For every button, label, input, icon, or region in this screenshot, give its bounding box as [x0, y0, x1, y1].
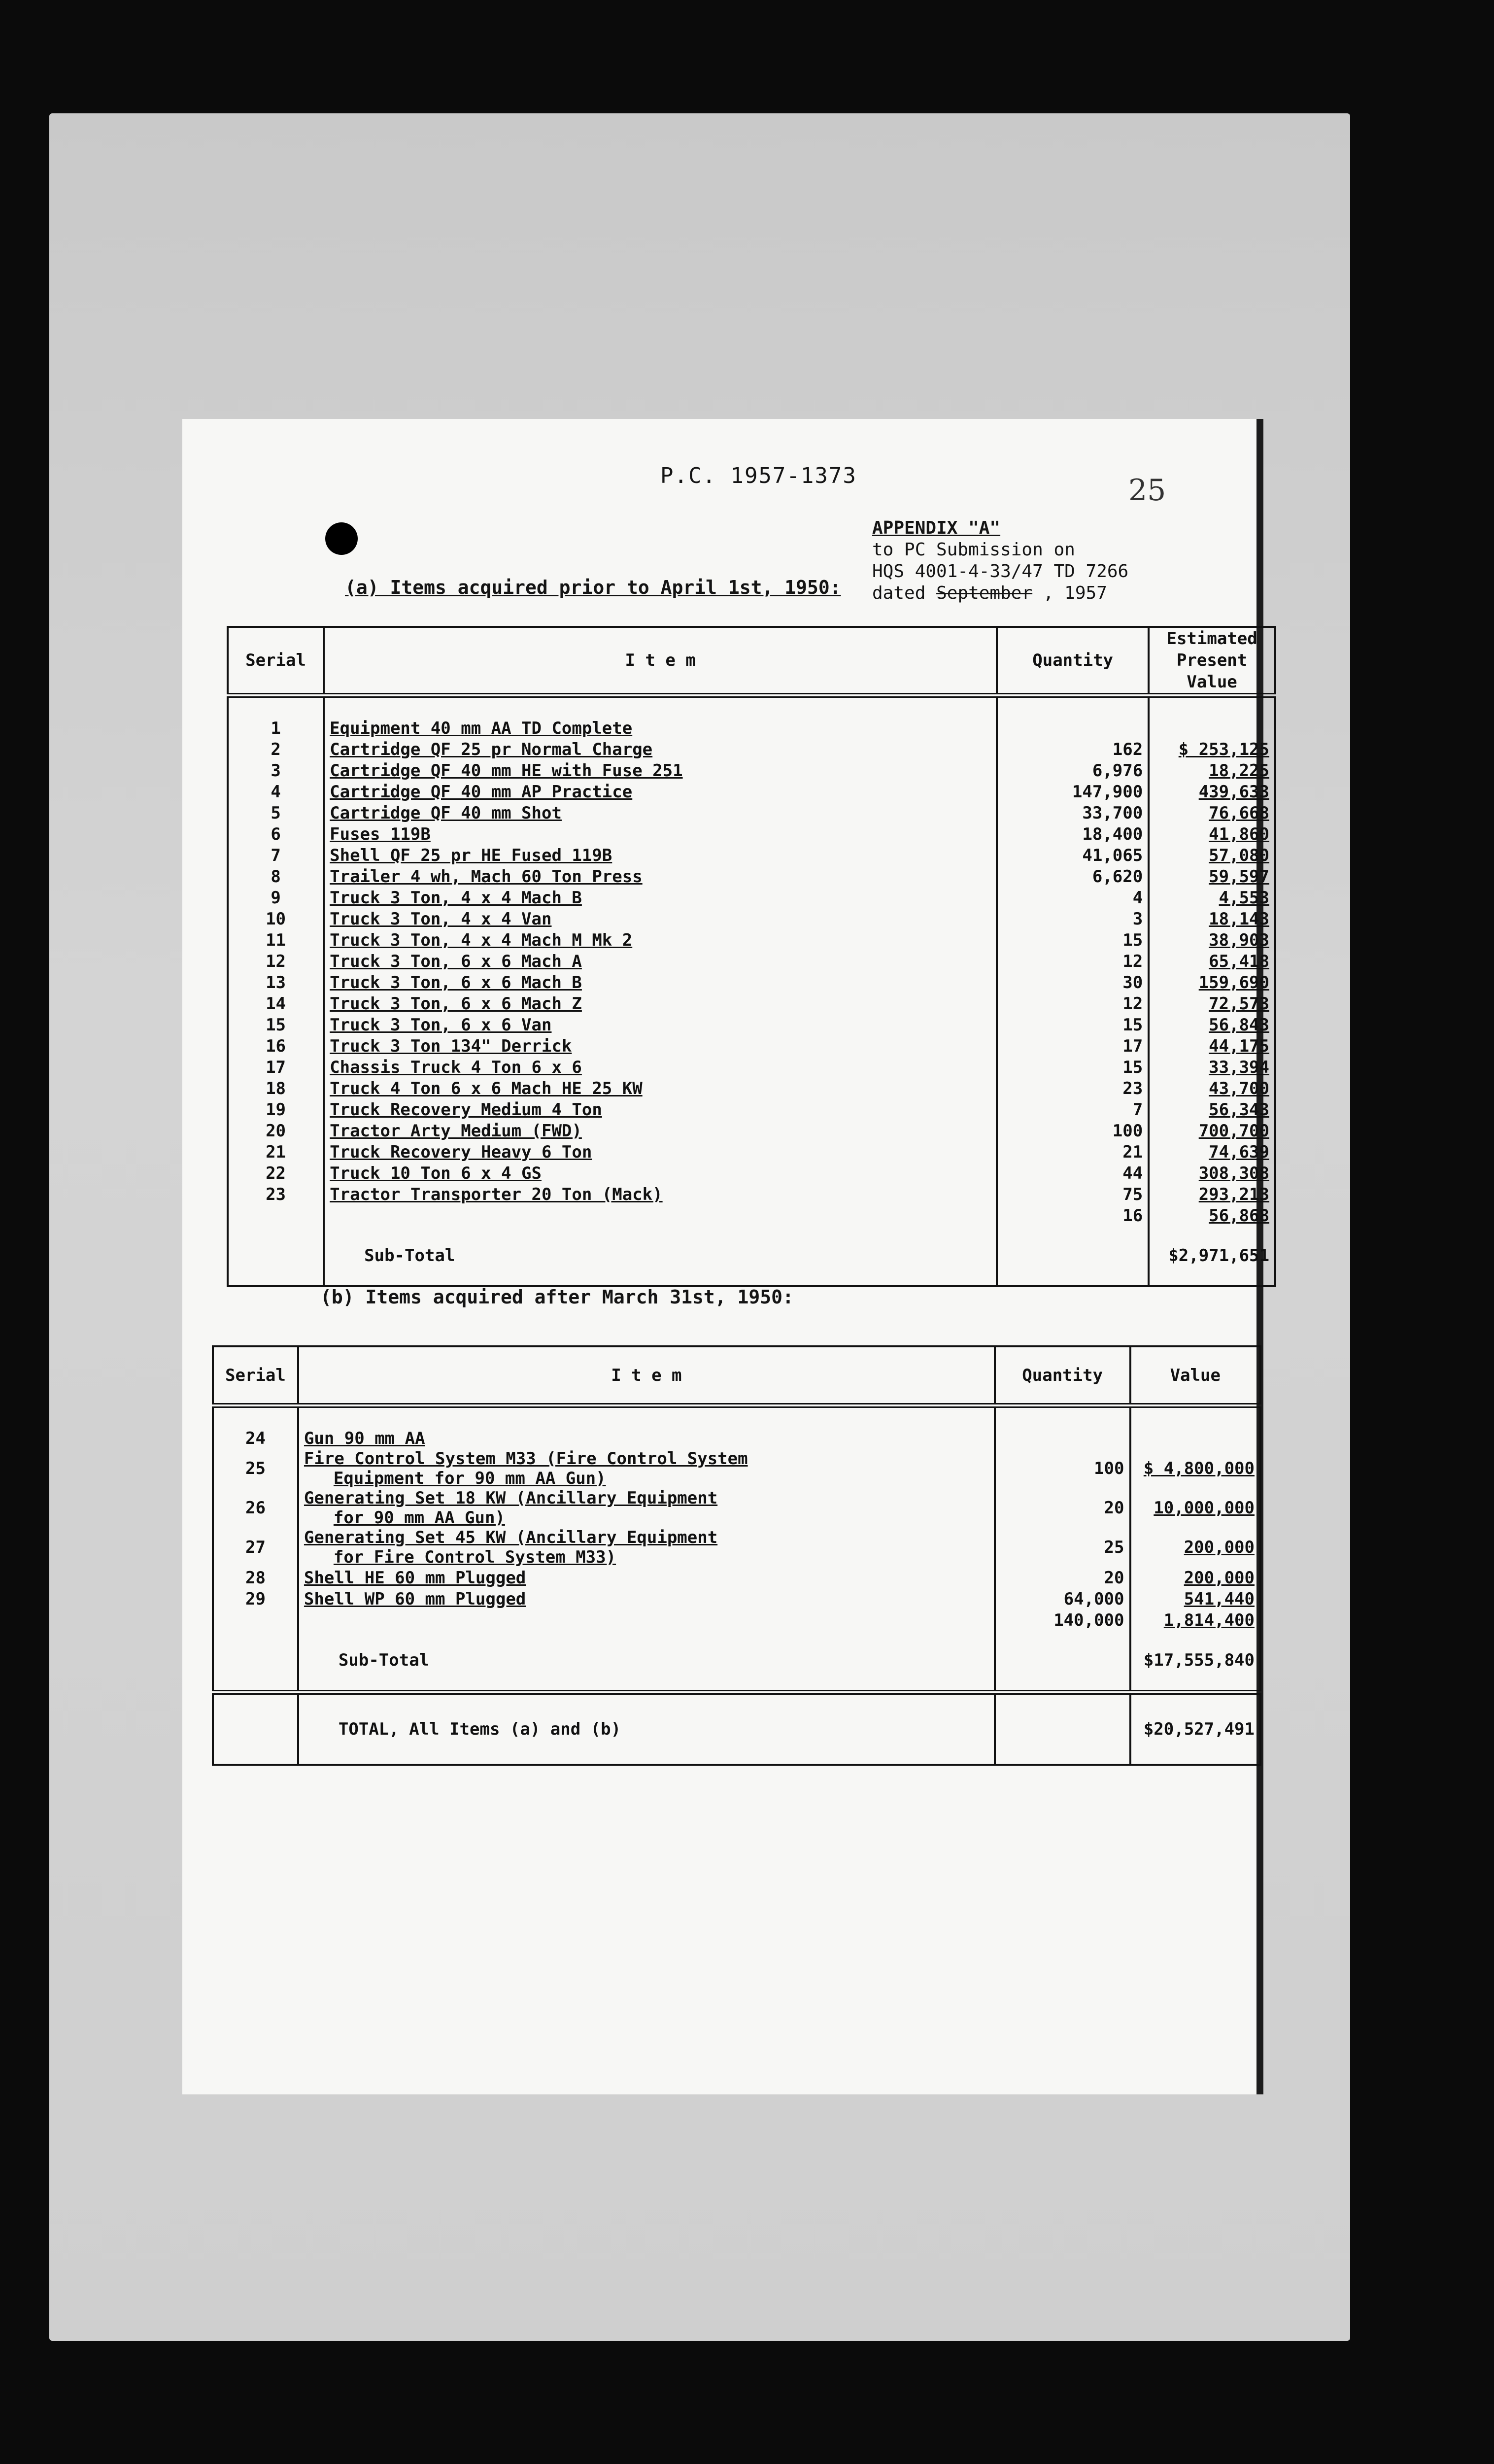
value-cell: 72,573 — [1149, 993, 1275, 1014]
serial-cell: 25 — [213, 1449, 298, 1488]
serial-cell: 21 — [228, 1141, 324, 1163]
item-line-1: Generating Set 45 KW (Ancillary Equipment — [304, 1528, 718, 1547]
value-cell: 41,860 — [1149, 823, 1275, 845]
section-b-heading: (b) Items acquired after March 31st, 1950: — [320, 1286, 794, 1308]
table-row — [228, 1014, 1275, 1035]
serial-cell: 3 — [228, 760, 324, 781]
quantity-cell: 6,620 — [997, 866, 1149, 887]
value-cell: 159,690 — [1149, 972, 1275, 993]
table-row — [213, 1449, 1260, 1488]
item-cell: Truck 3 Ton, 4 x 4 Mach B — [324, 887, 997, 908]
item-cell: Cartridge QF 25 pr Normal Charge — [324, 739, 997, 760]
serial-cell: 14 — [228, 993, 324, 1014]
serial-cell: 5 — [228, 802, 324, 823]
table-row — [228, 781, 1275, 802]
serial-cell: 4 — [228, 781, 324, 802]
item-line-1: Fire Control System M33 (Fire Control System — [304, 1449, 748, 1469]
item-cell: Truck 3 Ton 134" Derrick — [324, 1035, 997, 1057]
col-value: Estimated Present Value — [1149, 627, 1275, 695]
table-row — [228, 929, 1275, 951]
table-row — [228, 908, 1275, 929]
value-cell: 44,175 — [1149, 1035, 1275, 1057]
table-row — [228, 1184, 1275, 1205]
item-cell — [298, 1449, 995, 1488]
page-number: 25 — [1128, 473, 1166, 508]
value-cell: 59,597 — [1149, 866, 1275, 887]
col-quantity: Quantity — [995, 1346, 1130, 1405]
value-cell: 541,440 — [1130, 1588, 1261, 1609]
serial-cell: 19 — [228, 1099, 324, 1120]
table-row — [228, 1120, 1275, 1141]
value-cell: 76,668 — [1149, 802, 1275, 823]
table-row — [228, 951, 1275, 972]
col-item: I t e m — [298, 1346, 995, 1405]
table-row — [213, 1588, 1260, 1609]
quantity-cell: 18,400 — [997, 823, 1149, 845]
item-line-1: Gun 90 mm AA — [304, 1428, 425, 1448]
item-cell — [298, 1488, 995, 1528]
serial-cell: 8 — [228, 866, 324, 887]
table-row — [228, 1141, 1275, 1163]
item-cell: Cartridge QF 40 mm HE with Fuse 251 — [324, 760, 997, 781]
quantity-cell: 64,000 — [995, 1588, 1130, 1609]
table-row — [228, 866, 1275, 887]
quantity-cell: 12 — [997, 951, 1149, 972]
value-cell: 65,418 — [1149, 951, 1275, 972]
item-cell: Truck 3 Ton, 6 x 6 Mach B — [324, 972, 997, 993]
quantity-cell: 147,900 — [997, 781, 1149, 802]
table-row — [228, 1057, 1275, 1078]
table-row — [228, 1099, 1275, 1120]
quantity-cell: 15 — [997, 1014, 1149, 1035]
section-b-table — [212, 1345, 1261, 1766]
serial-cell: 12 — [228, 951, 324, 972]
quantity-cell: 23 — [997, 1078, 1149, 1099]
appendix-dated — [872, 582, 1128, 604]
item-cell: Truck Recovery Heavy 6 Ton — [324, 1141, 997, 1163]
quantity-cell: 6,976 — [997, 760, 1149, 781]
value-cell: 43,700 — [1149, 1078, 1275, 1099]
value-cell: 56,868 — [1149, 1205, 1275, 1226]
serial-cell: 27 — [213, 1528, 298, 1567]
appendix-file-ref: HQS 4001-4-33/47 TD 7266 — [872, 561, 1129, 582]
table-row — [213, 1428, 1260, 1449]
table-row — [213, 1528, 1260, 1567]
value-cell: 10,000,000 — [1130, 1488, 1261, 1528]
table-row — [228, 739, 1275, 760]
quantity-cell: 16 — [997, 1205, 1149, 1226]
serial-cell: 28 — [213, 1567, 298, 1588]
item-cell: Truck 3 Ton, 4 x 4 Mach M Mk 2 — [324, 929, 997, 951]
appendix-block — [872, 517, 1128, 604]
value-cell — [1130, 1428, 1261, 1449]
value-cell: 200,000 — [1130, 1567, 1261, 1588]
item-line-1: Generating Set 18 KW (Ancillary Equipment — [304, 1488, 718, 1508]
item-cell — [298, 1428, 995, 1449]
value-cell: 308,308 — [1149, 1163, 1275, 1184]
table-row — [228, 760, 1275, 781]
serial-cell: 7 — [228, 845, 324, 866]
quantity-cell: 30 — [997, 972, 1149, 993]
quantity-cell: 41,065 — [997, 845, 1149, 866]
dated-struck-month: September — [936, 583, 1033, 603]
section-b-rows — [213, 1405, 1260, 1631]
value-cell: 200,000 — [1130, 1528, 1261, 1567]
serial-cell: 11 — [228, 929, 324, 951]
value-cell: 56,343 — [1149, 1099, 1275, 1120]
table-row — [228, 993, 1275, 1014]
item-cell: Trailer 4 wh, Mach 60 Ton Press — [324, 866, 997, 887]
serial-cell: 17 — [228, 1057, 324, 1078]
quantity-cell: 21 — [997, 1141, 1149, 1163]
table-row — [228, 1163, 1275, 1184]
quantity-cell — [995, 1428, 1130, 1449]
quantity-cell: 33,700 — [997, 802, 1149, 823]
item-line-2: Equipment for 90 mm AA Gun) — [333, 1469, 606, 1488]
item-cell — [298, 1588, 995, 1609]
serial-cell: 29 — [213, 1588, 298, 1609]
item-cell: Truck 10 Ton 6 x 4 GS — [324, 1163, 997, 1184]
section-a-subtotal-label: Sub-Total — [324, 1226, 997, 1286]
value-cell: $ 253,125 — [1149, 739, 1275, 760]
serial-cell: 1 — [228, 718, 324, 739]
serial-cell: 10 — [228, 908, 324, 929]
appendix-line-2: to PC Submission on — [872, 540, 1075, 560]
value-cell: 33,394 — [1149, 1057, 1275, 1078]
col-item: I t e m — [324, 627, 997, 695]
value-cell: 700,700 — [1149, 1120, 1275, 1141]
section-b-subtotal-label: Sub-Total — [298, 1631, 995, 1692]
item-cell: Chassis Truck 4 Ton 6 x 6 — [324, 1057, 997, 1078]
item-cell — [298, 1567, 995, 1588]
section-a-table — [227, 626, 1276, 1287]
item-cell: Cartridge QF 40 mm AP Practice — [324, 781, 997, 802]
value-cell: 1,814,400 — [1130, 1609, 1261, 1631]
value-cell — [1149, 718, 1275, 739]
serial-cell: 9 — [228, 887, 324, 908]
table-row — [228, 1035, 1275, 1057]
section-a-heading: (a) Items acquired prior to April 1st, 1950: — [345, 577, 841, 598]
item-cell: Truck 3 Ton, 6 x 6 Mach A — [324, 951, 997, 972]
table-row — [213, 1488, 1260, 1528]
item-line-2: for 90 mm AA Gun) — [333, 1508, 505, 1528]
quantity-cell: 20 — [995, 1488, 1130, 1528]
value-cell: 18,225 — [1149, 760, 1275, 781]
serial-cell — [228, 1205, 324, 1226]
pc-reference: P.C. 1957-1373 — [660, 463, 857, 488]
serial-cell: 20 — [228, 1120, 324, 1141]
serial-cell: 16 — [228, 1035, 324, 1057]
value-cell: 57,080 — [1149, 845, 1275, 866]
item-cell: Truck 4 Ton 6 x 6 Mach HE 25 KW — [324, 1078, 997, 1099]
col-value: Value — [1130, 1346, 1261, 1405]
item-line-1: Shell HE 60 mm Plugged — [304, 1568, 526, 1588]
item-cell — [324, 1205, 997, 1226]
quantity-cell: 12 — [997, 993, 1149, 1014]
document-page — [182, 419, 1269, 2094]
serial-cell: 13 — [228, 972, 324, 993]
item-line-1: Shell WP 60 mm Plugged — [304, 1589, 526, 1609]
table-row — [228, 887, 1275, 908]
table-row — [228, 845, 1275, 866]
col-serial: Serial — [228, 627, 324, 695]
grand-total-label: TOTAL, All Items (a) and (b) — [298, 1692, 995, 1765]
value-cell: 293,213 — [1149, 1184, 1275, 1205]
item-cell: Truck 3 Ton, 4 x 4 Van — [324, 908, 997, 929]
quantity-cell: 7 — [997, 1099, 1149, 1120]
quantity-cell: 25 — [995, 1528, 1130, 1567]
value-cell: 4,553 — [1149, 887, 1275, 908]
section-a-rows — [228, 695, 1275, 1226]
grand-total-value: $20,527,491 — [1130, 1692, 1261, 1765]
serial-cell: 24 — [213, 1428, 298, 1449]
item-cell: Truck 3 Ton, 6 x 6 Mach Z — [324, 993, 997, 1014]
quantity-cell: 3 — [997, 908, 1149, 929]
value-cell: 74,639 — [1149, 1141, 1275, 1163]
quantity-cell: 162 — [997, 739, 1149, 760]
section-b-subtotal-value: $17,555,840 — [1130, 1631, 1261, 1692]
value-cell: $ 4,800,000 — [1130, 1449, 1261, 1488]
item-cell — [298, 1609, 995, 1631]
quantity-cell: 17 — [997, 1035, 1149, 1057]
value-cell: 18,143 — [1149, 908, 1275, 929]
item-line-2: for Fire Control System M33) — [333, 1547, 616, 1567]
item-cell: Fuses 119B — [324, 823, 997, 845]
item-cell: Truck 3 Ton, 6 x 6 Van — [324, 1014, 997, 1035]
quantity-cell: 15 — [997, 929, 1149, 951]
quantity-cell: 140,000 — [995, 1609, 1130, 1631]
dated-prefix: dated — [872, 583, 926, 603]
col-serial: Serial — [213, 1346, 298, 1405]
table-row — [228, 823, 1275, 845]
item-cell: Tractor Arty Medium (FWD) — [324, 1120, 997, 1141]
item-cell: Tractor Transporter 20 Ton (Mack) — [324, 1184, 997, 1205]
table-row — [228, 1078, 1275, 1099]
value-cell: 439,633 — [1149, 781, 1275, 802]
item-cell: Equipment 40 mm AA TD Complete — [324, 718, 997, 739]
table-row — [228, 972, 1275, 993]
quantity-cell: 15 — [997, 1057, 1149, 1078]
quantity-cell: 44 — [997, 1163, 1149, 1184]
quantity-cell: 20 — [995, 1567, 1130, 1588]
quantity-cell: 100 — [995, 1449, 1130, 1488]
quantity-cell — [997, 718, 1149, 739]
table-row — [228, 718, 1275, 739]
serial-cell: 23 — [228, 1184, 324, 1205]
table-row — [213, 1567, 1260, 1588]
serial-cell: 22 — [228, 1163, 324, 1184]
appendix-title: APPENDIX "A" — [872, 518, 1001, 538]
value-cell: 38,903 — [1149, 929, 1275, 951]
quantity-cell: 4 — [997, 887, 1149, 908]
serial-cell: 15 — [228, 1014, 324, 1035]
serial-cell: 18 — [228, 1078, 324, 1099]
table-row — [228, 802, 1275, 823]
item-cell: Truck Recovery Medium 4 Ton — [324, 1099, 997, 1120]
serial-cell: 2 — [228, 739, 324, 760]
item-cell: Cartridge QF 40 mm Shot — [324, 802, 997, 823]
quantity-cell: 75 — [997, 1184, 1149, 1205]
item-cell — [298, 1528, 995, 1567]
col-quantity: Quantity — [997, 627, 1149, 695]
section-a-subtotal-value: $2,971,651 — [1149, 1226, 1275, 1286]
table-row — [213, 1609, 1260, 1631]
quantity-cell: 100 — [997, 1120, 1149, 1141]
serial-cell: 26 — [213, 1488, 298, 1528]
item-cell: Shell QF 25 pr HE Fused 119B — [324, 845, 997, 866]
value-cell: 56,843 — [1149, 1014, 1275, 1035]
serial-cell: 6 — [228, 823, 324, 845]
serial-cell — [213, 1609, 298, 1631]
table-row — [228, 1205, 1275, 1226]
dated-year: , 1957 — [1043, 583, 1107, 603]
punch-hole-mark — [325, 522, 358, 555]
